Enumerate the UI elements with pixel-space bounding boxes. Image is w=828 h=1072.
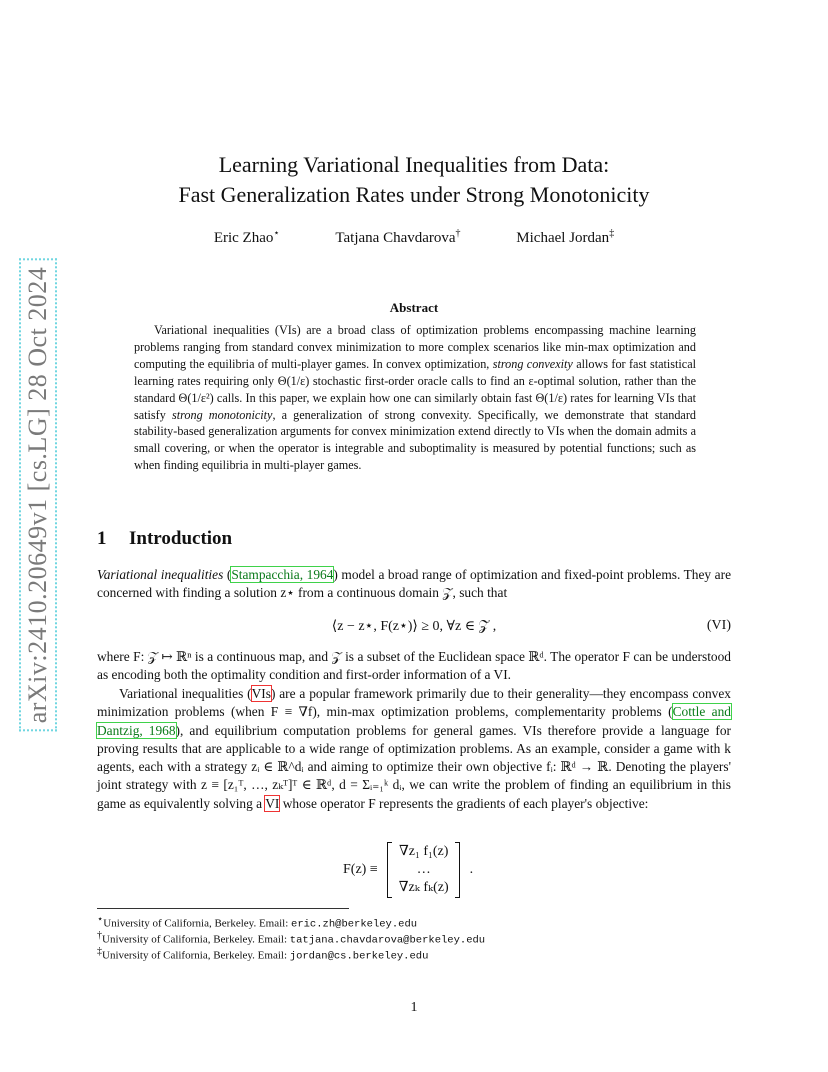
footnote-3: [97, 944, 428, 965]
right-bracket: [455, 842, 460, 898]
footnote-email[interactable]: tatjana.chavdarova@berkeley.edu: [289, 934, 486, 947]
author-mark: ‡: [609, 228, 615, 239]
matrix-rows: [396, 843, 452, 897]
matrix-tail: .: [469, 862, 474, 877]
abstract-emphasis-2: strong monotonicity: [171, 407, 273, 422]
section-number: 1: [97, 528, 107, 549]
author-name: Michael Jordan: [516, 230, 610, 246]
vi-term: Variational inequalities: [97, 567, 224, 582]
link-vi[interactable]: VI: [265, 795, 280, 811]
footnote-email[interactable]: jordan@cs.berkeley.edu: [289, 950, 429, 963]
author-mark: †: [455, 228, 461, 239]
intro-paragraph-3: [97, 685, 731, 813]
section-heading: [97, 528, 232, 550]
footnote-mark: ‡: [97, 946, 102, 957]
abstract-body: [134, 322, 696, 474]
abstract-heading: Abstract: [389, 300, 439, 315]
matrix-row-2: …: [416, 862, 431, 877]
intro-paragraph-2: where F: 𝒵 ↦ ℝⁿ is a continuous map, and 𝒵 is a subset of the Euclidean space ℝᵈ. The operator F can be understood as encoding both the optimality condition and first-order information of a VI.: [97, 649, 731, 683]
footnote-rule: [97, 908, 349, 909]
author-mark: ⋆: [273, 228, 280, 239]
equation-label: (VI): [706, 618, 731, 633]
section-title: Introduction: [129, 528, 233, 549]
abstract-text-c: , a generalization of strong convexity. Specifically, we demonstrate that standard stability-based generalization arguments for convex minimization extend directly to VIs when the domain admits a small covering, or when the operator is integrable and suboptimality is measured by potential functions; such as when finding equilibria in multi-player games.: [134, 407, 696, 473]
link-vis[interactable]: VIs: [251, 686, 271, 701]
page-number: 1: [410, 1000, 418, 1015]
p3-text-c: ), and equilibrium computation problems for general games. VIs therefore provide a language for proving results that are applicable to a wide range of optimization problems. As an example, consider a game with k agents, each with a strategy zᵢ ∈ ℝ^dᵢ and aiming to optimize their own objective fᵢ: ℝᵈ → ℝ. Denoting the players' joint strategy with z ≡ [z₁ᵀ, …, zₖᵀ]ᵀ ∈ ℝᵈ, d = Σᵢ₌₁ᵏ dᵢ, we can write the problem of finding an equilibrium in this game as equivalently solving a: [97, 722, 731, 811]
citation-stampacchia[interactable]: Stampacchia, 1964: [231, 567, 334, 582]
footnote-email[interactable]: eric.zh@berkeley.edu: [291, 918, 418, 931]
matrix-lhs: F(z) ≡: [343, 862, 378, 877]
footnote-mark: †: [97, 930, 102, 941]
author-1: [214, 228, 280, 247]
title-line-2: Fast Generalization Rates under Strong Monotonicity: [178, 182, 650, 207]
p3-text-a: Variational inequalities (: [119, 686, 252, 701]
p3-text-d: whose operator F represents the gradients of each player's objective:: [279, 795, 649, 811]
equation-vi: ⟨z − z⋆, F(z⋆)⟩ ≥ 0, ∀z ∈ 𝒵 ,: [331, 619, 497, 634]
citation-cottle-dantzig[interactable]: Cottle and Dantzig, 1968: [97, 704, 731, 738]
title-line-1: Learning Variational Inequalities from Data:: [218, 152, 610, 177]
author-name: Eric Zhao: [213, 230, 274, 246]
matrix-row-1: ∇z₁ f₁(z): [398, 844, 449, 859]
footnote-text: University of California, Berkeley. Email:: [102, 949, 290, 962]
abstract-text-a: Variational inequalities (VIs) are a broad class of optimization problems encompassing machine learning problems ranging from standard convex minimization to more complex scenarios like min-max optimization and computing the equilibria of multi-player games. In convex optimization,: [134, 323, 696, 371]
footnote-text: University of California, Berkeley. Email:: [103, 917, 292, 930]
paper-title: [0, 150, 828, 210]
matrix-row-3: ∇zₖ fₖ(z): [398, 880, 449, 895]
footnote-text: University of California, Berkeley. Email:: [102, 933, 290, 946]
abstract-text-b: allows for fast statistical learning rates requiring only Θ(1/ε) stochastic first-order oracle calls to find an ε-optimal solution, rather than the standard Θ(1/ε²) calls. In this paper, we explain how one can similarly obtain fast Θ(1/ε) rates for learning VIs that satisfy: [134, 356, 696, 422]
author-list: [0, 228, 828, 247]
footnote-mark: ⋆: [97, 914, 104, 925]
equation-operator-matrix: [343, 842, 473, 898]
p3-text-b: ) are a popular framework primarily due to their generality—they encompass convex minimization problems (when F ≡ ∇f), min-max optimization problems, complementarity problems (: [97, 686, 731, 720]
author-2: [335, 228, 460, 247]
arxiv-stamp-text: arXiv:2410.20649v1 [cs.LG] 28 Oct 2024: [19, 259, 57, 732]
arxiv-identifier-stamp[interactable]: [14, 260, 62, 730]
left-bracket: [387, 842, 392, 898]
abstract-emphasis-1: strong convexity: [492, 356, 573, 371]
intro-paragraph-1-text: model a broad range of optimization and fixed-point problems. They are concerned with finding a solution z⋆ from a continuous domain 𝒵, such that: [97, 567, 732, 601]
author-name: Tatjana Chavdarova: [335, 230, 456, 246]
intro-paragraph-1: Variational inequalities (Stampacchia, 1964) model a broad range of optimization and fixed-point problems. They are concerned with finding a solution z⋆ from a continuous domain 𝒵, such that: [97, 567, 732, 601]
author-3: [516, 228, 614, 247]
